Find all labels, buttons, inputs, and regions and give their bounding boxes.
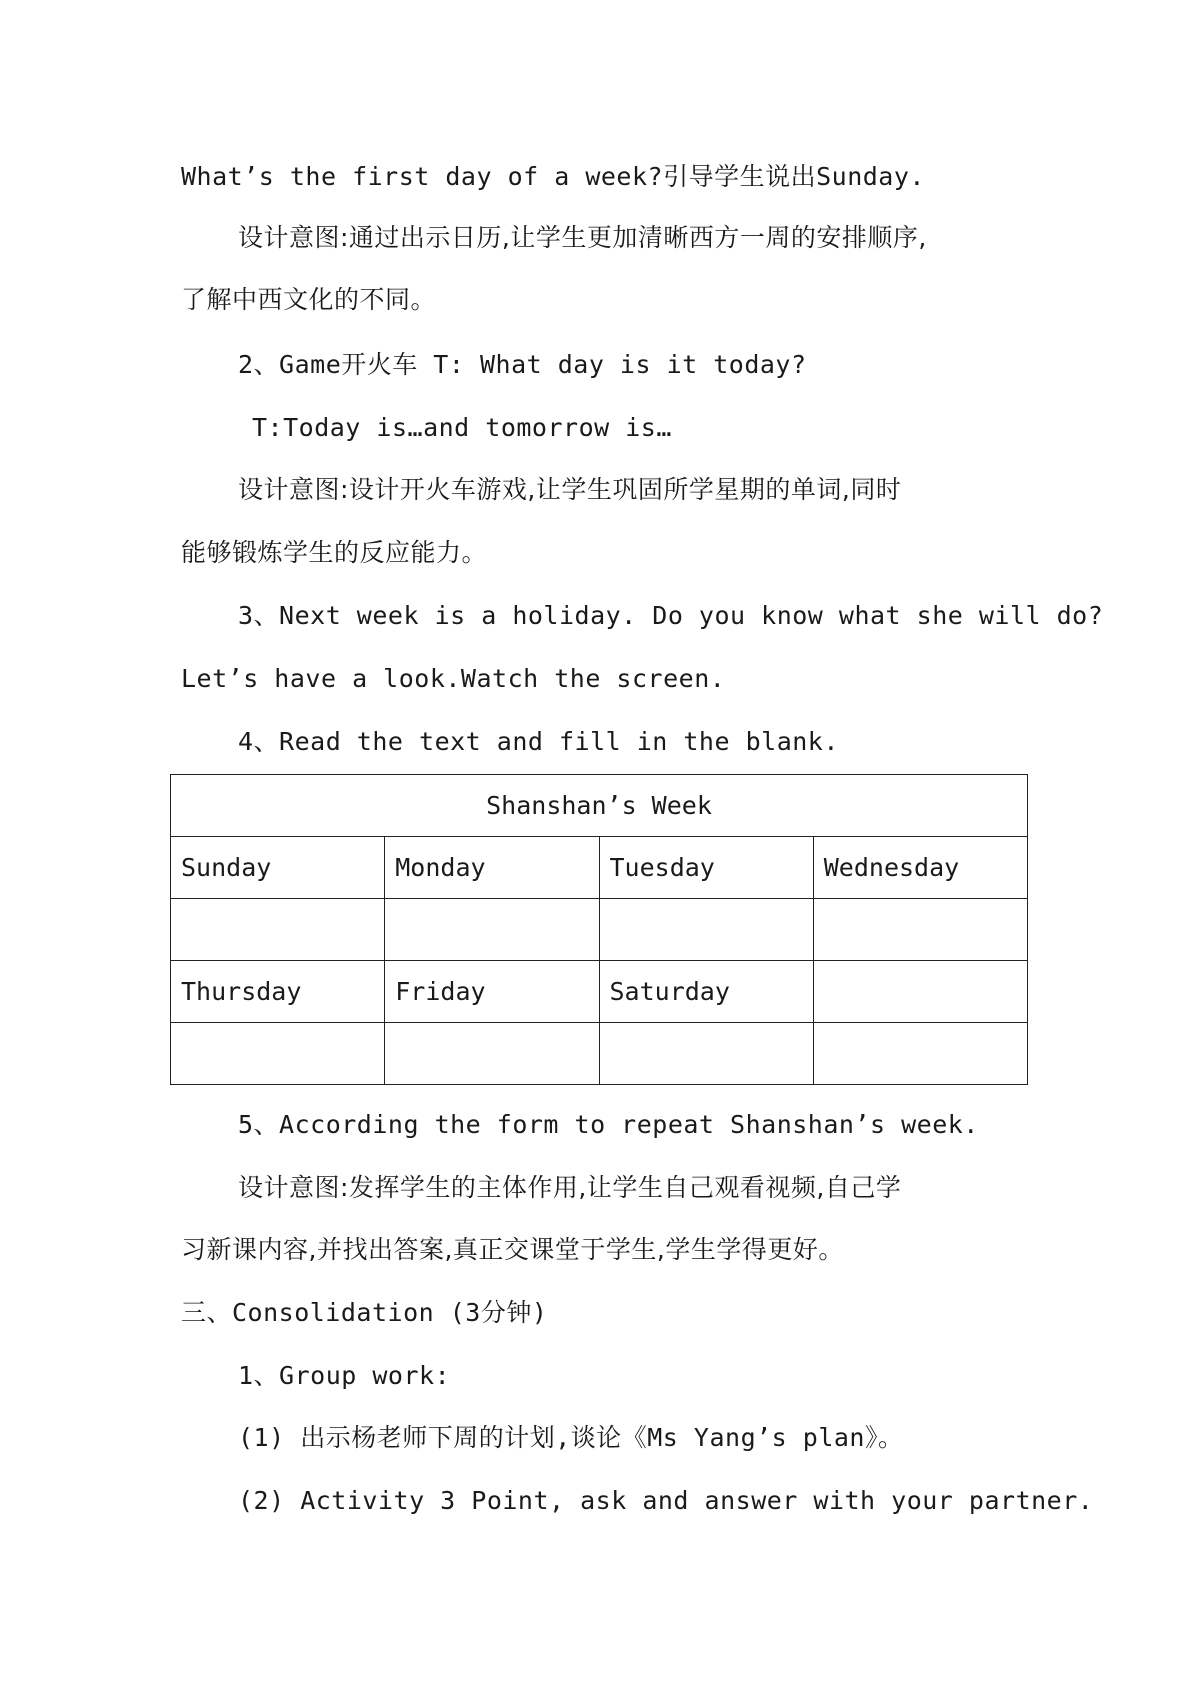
text-line: (2) Activity 3 Point, ask and answer with your partner. xyxy=(238,1486,1094,1515)
table-cell: Sunday xyxy=(171,837,385,899)
table-cell: Friday xyxy=(385,961,599,1023)
shanshans-week-table xyxy=(170,774,1028,1085)
table-cell xyxy=(599,1023,813,1085)
table-cell xyxy=(171,899,385,961)
text-line: 4、Read the text and fill in the blank. xyxy=(238,727,839,756)
section-heading: 三、Consolidation (3分钟) xyxy=(181,1298,548,1327)
table-cell xyxy=(813,961,1027,1023)
text-line: 了解中西文化的不同。 xyxy=(181,285,437,314)
text-line: 3、Next week is a holiday. Do you know what she will do? xyxy=(238,601,1104,630)
table-cell xyxy=(171,1023,385,1085)
table-title-row xyxy=(171,775,1028,837)
text-line: 习新课内容,并找出答案,真正交课堂于学生,学生学得更好。 xyxy=(181,1235,844,1264)
table-cell xyxy=(813,1023,1027,1085)
text-line: T:Today is…and tomorrow is… xyxy=(252,413,672,442)
text-line: 设计意图:设计开火车游戏,让学生巩固所学星期的单词,同时 xyxy=(238,475,902,504)
text-line: 5、According the form to repeat Shanshan’s week. xyxy=(238,1110,979,1139)
text-line: 2、Game开火车 T: What day is it today? xyxy=(238,350,807,379)
table-cell: Saturday xyxy=(599,961,813,1023)
text-line: Let’s have a look.Watch the screen. xyxy=(181,664,726,693)
table-row xyxy=(171,837,1028,899)
text-line: (1) 出示杨老师下周的计划,谈论《Ms Yang’s plan》。 xyxy=(238,1423,904,1452)
table-cell: Monday xyxy=(385,837,599,899)
table-cell xyxy=(599,899,813,961)
text-line: 设计意图:通过出示日历,让学生更加清晰西方一周的安排顺序, xyxy=(238,223,927,252)
table-cell xyxy=(813,899,1027,961)
text-line: 能够锻炼学生的反应能力。 xyxy=(181,538,488,567)
text-line: 1、Group work: xyxy=(238,1361,451,1390)
table-row xyxy=(171,1023,1028,1085)
table-cell: Wednesday xyxy=(813,837,1027,899)
table-cell: Thursday xyxy=(171,961,385,1023)
table-title: Shanshan’s Week xyxy=(171,775,1028,837)
table-cell xyxy=(385,899,599,961)
text-line: 设计意图:发挥学生的主体作用,让学生自己观看视频,自己学 xyxy=(238,1173,902,1202)
table-cell: Tuesday xyxy=(599,837,813,899)
text-line: What’s the first day of a week?引导学生说出Sunday. xyxy=(181,162,925,191)
table-cell xyxy=(385,1023,599,1085)
table-row xyxy=(171,899,1028,961)
table-row xyxy=(171,961,1028,1023)
